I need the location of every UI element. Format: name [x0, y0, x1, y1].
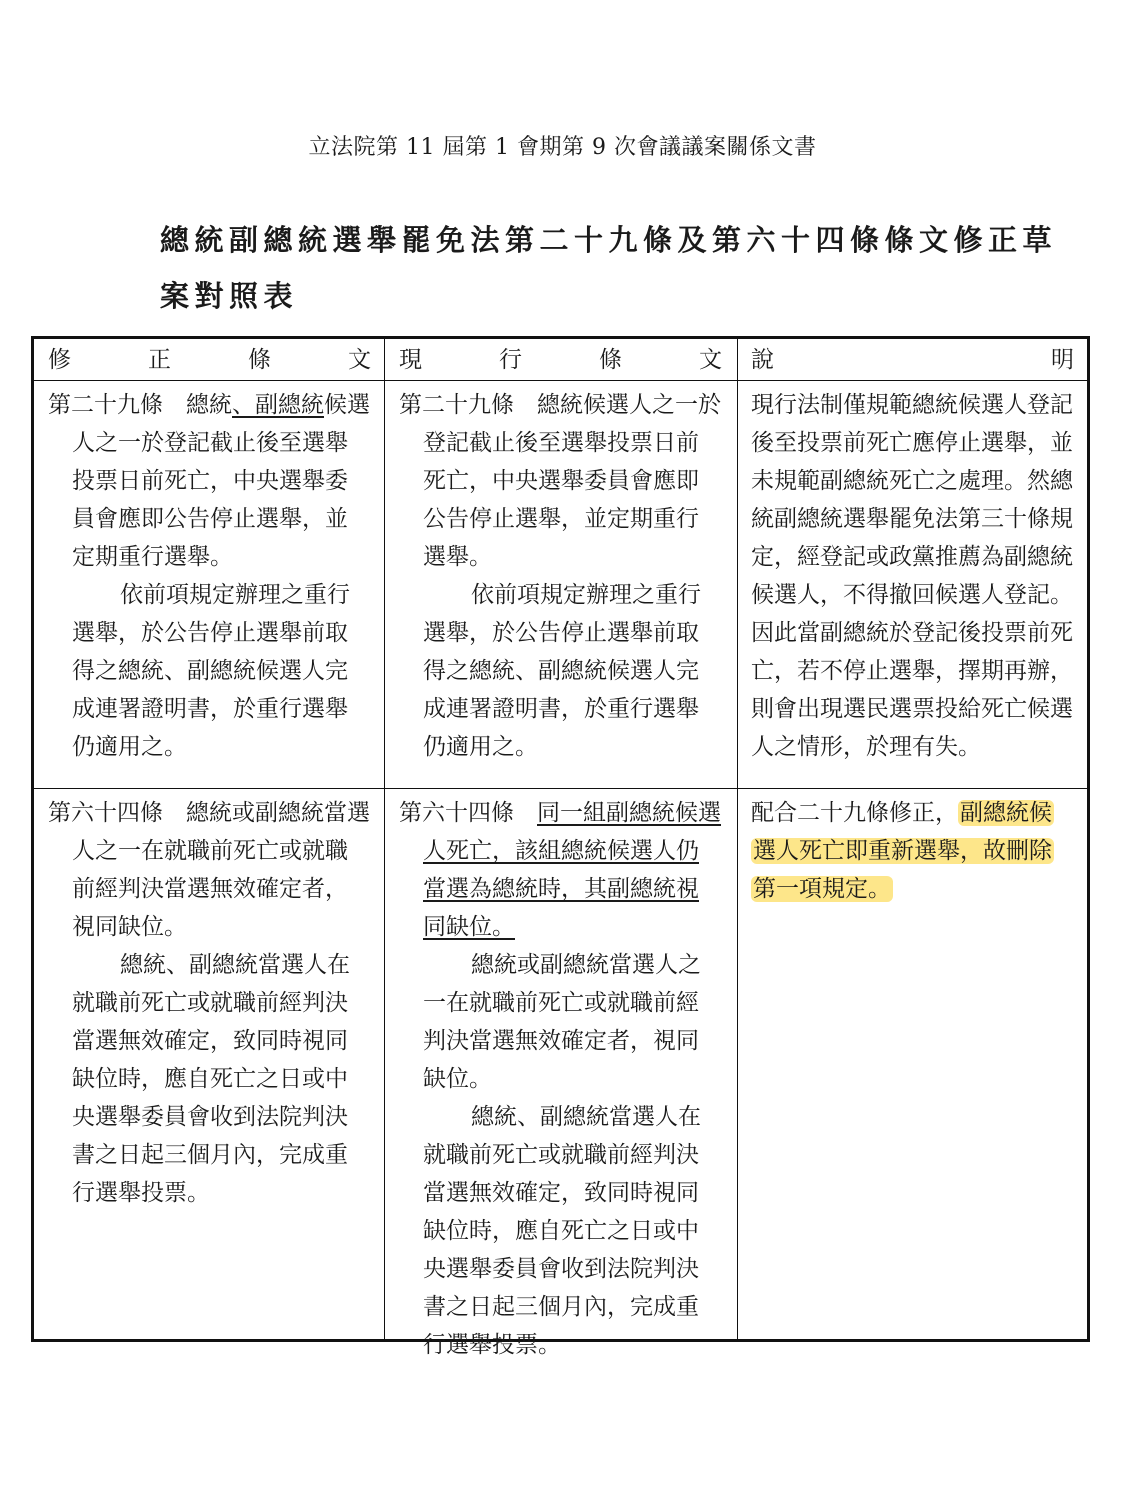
explanation-text	[751, 794, 1073, 908]
document-header: 立法院第 11 屆第 1 會期第 9 次會議議案關係文書	[308, 135, 817, 160]
article-number: 第二十九條	[399, 392, 514, 418]
header-char: 文	[348, 347, 371, 373]
column-divider	[384, 339, 385, 1339]
row2-revised-cell	[48, 794, 370, 1212]
article-paragraph: 依前項規定辦理之重行選舉，於公告停止選舉前取得之總統、副總統候選人完成連署證明書，於重行選舉仍適用之。	[423, 582, 701, 760]
highlighted-text: 副總統候選人死亡即重新選舉，故刪除第一項規定。	[753, 800, 1052, 902]
header-char: 條	[599, 347, 622, 373]
article-text: 候選人之一於登記截止後至選舉投票日前死亡，中央選舉委員會應即公告停止選舉，並定期重行選舉。	[72, 392, 370, 570]
header-char: 條	[248, 347, 271, 373]
header-char: 現	[399, 347, 422, 373]
explanation-text: 現行法制僅規範總統候選人登記後至投票前死亡應停止選舉，並未規範副總統死亡之處理。然總統副總統選舉罷免法第三十條規定，經登記或政黨推薦為副總統候選人，不得撤回候選人登記。因此當副總統於登記後投票前死亡，若不停止選舉，擇期再辦，則會出現選民選票投給死亡候選人之情形，於理有失。	[751, 392, 1073, 760]
row1-current-cell	[399, 386, 721, 766]
article-paragraph: 總統或副總統當選人之一在就職前死亡或就職前經判決當選無效確定者，視同缺位。	[423, 952, 701, 1092]
article-paragraph	[399, 794, 721, 946]
article-paragraph: 總統、副總統當選人在就職前死亡或就職前經判決當選無效確定，致同時視同缺位時，應自死亡之日或中央選舉委員會收到法院判決書之日起三個月內，完成重行選舉投票。	[72, 952, 350, 1206]
article-paragraph	[399, 386, 721, 576]
row1-explanation-cell	[751, 386, 1073, 766]
header-char: 行	[499, 347, 522, 373]
header-current-text	[399, 341, 722, 379]
article-paragraph: 總統、副總統當選人在就職前死亡或就職前經判決當選無效確定，致同時視同缺位時，應自死亡之日或中央選舉委員會收到法院判決書之日起三個月內，完成重行選舉投票。	[423, 1104, 701, 1358]
document-title: 總統副總統選舉罷免法第二十九條及第六十四條條文修正草案對照表	[160, 223, 1058, 313]
article-text: 總統候選人之一於登記截止後至選舉投票日前死亡，中央選舉委員會應即公告停止選舉，並定期重行選舉。	[423, 392, 721, 570]
article-paragraph: 依前項規定辦理之重行選舉，於公告停止選舉前取得之總統、副總統候選人完成連署證明書，於重行選舉仍適用之。	[72, 582, 350, 760]
deleted-text: 同一組副總統候選人死亡，該組總統候選人仍當選為總統時，其副總統視同缺位。	[423, 800, 721, 940]
header-char: 修	[48, 347, 71, 373]
row-divider	[34, 788, 1087, 789]
row2-current-cell	[399, 794, 721, 1364]
header-char: 明	[1051, 347, 1074, 373]
comparison-table	[31, 336, 1090, 1358]
explanation-plain: 配合二十九條修正，	[751, 800, 958, 826]
header-char: 正	[148, 347, 171, 373]
amended-text: 、副總統	[232, 392, 324, 418]
article-number: 第六十四條	[399, 800, 514, 826]
article-text: 總統	[186, 392, 232, 418]
row2-explanation-cell	[751, 794, 1073, 908]
column-divider	[737, 339, 738, 1339]
article-number: 第六十四條	[48, 800, 163, 826]
row1-revised-cell	[48, 386, 370, 766]
header-char: 說	[751, 347, 774, 373]
header-explanation-text	[751, 341, 1074, 379]
header-char: 文	[699, 347, 722, 373]
article-paragraph	[48, 386, 370, 576]
header-divider	[34, 380, 1087, 381]
header-revised-text	[48, 341, 371, 379]
article-text: 總統或副總統當選人之一在就職前死亡或就職前經判決當選無效確定者，視同缺位。	[72, 800, 370, 940]
article-paragraph	[48, 794, 370, 946]
article-number: 第二十九條	[48, 392, 163, 418]
